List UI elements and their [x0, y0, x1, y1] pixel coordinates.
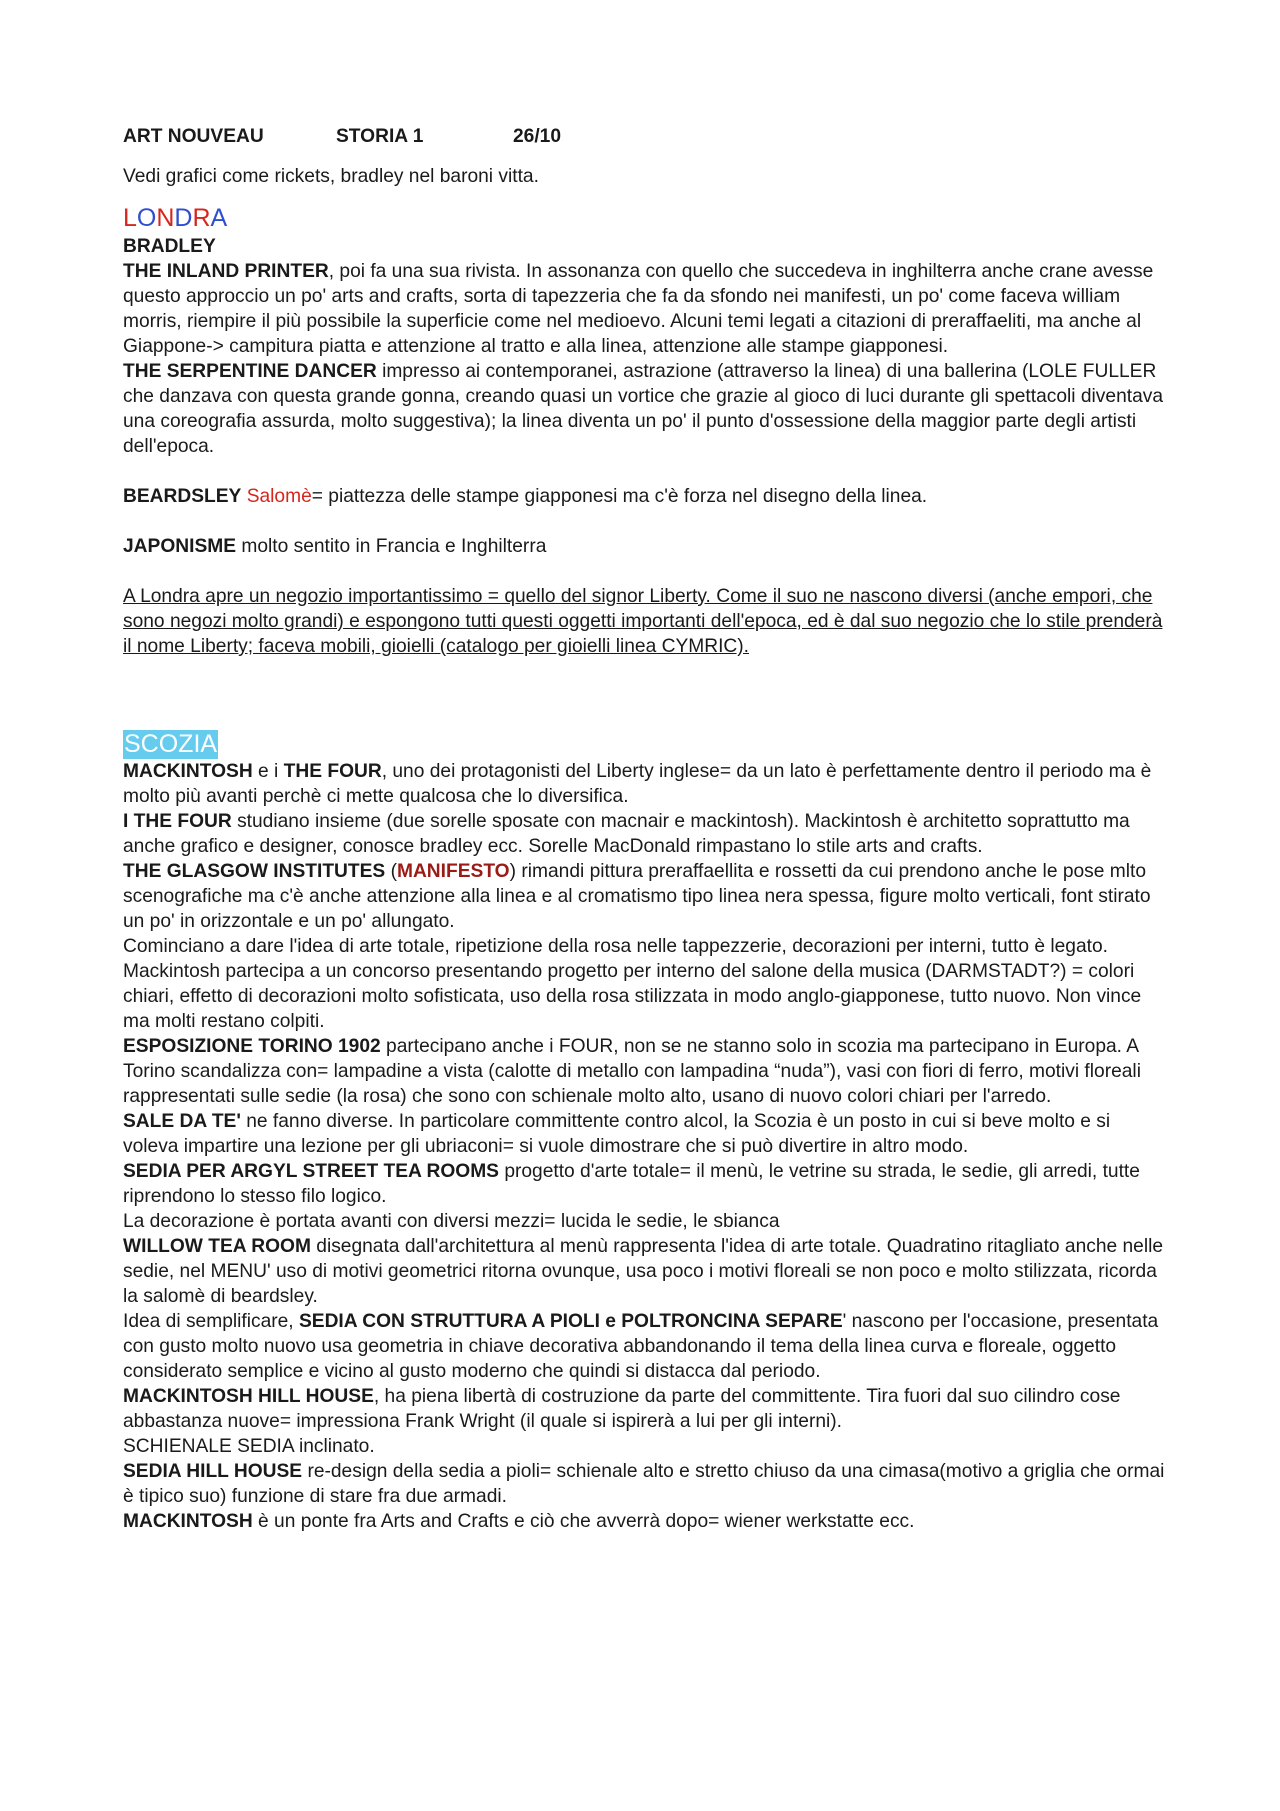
paragraph-decorazione: La decorazione è portata avanti con diversi mezzi= lucida le sedie, le sbianca [123, 1211, 780, 1232]
paragraph-mackintosh-ponte: MACKINTOSH è un ponte fra Arts and Crafts e ciò che avverrà dopo= wiener werkstatte ecc. [123, 1511, 915, 1532]
paragraph-torino-1902: ESPOSIZIONE TORINO 1902 partecipano anche i FOUR, non se ne stanno solo in scozia ma partecipano in Europa. A Torino scandalizza con= lampadine a vista (calotte di metallo con lampadina “nuda”), vasi con fiori di ferro, motivi floreali rappresentati sulle sedie (la rosa) che sono con schienale molto alto, usano di nuovo colori chiari per l'arredo. [123, 1036, 1141, 1107]
paragraph-hill-house: MACKINTOSH HILL HOUSE, ha piena libertà di costruzione da parte del committente. Tira fuori dal suo cilindro cose abbastanza nuove= impressiona Frank Wright (il quale si ispirerà a lui per gli interni). [123, 1386, 1121, 1432]
paragraph-beardsley: BEARDSLEY Salomè= piattezza delle stampe giapponesi ma c'è forza nel disegno della linea. [123, 486, 928, 507]
paragraph-argyl-street: SEDIA PER ARGYL STREET TEA ROOMS progetto d'arte totale= il menù, le vetrine su strada, le sedie, gli arredi, tutte riprendono lo stesso filo logico. [123, 1161, 1140, 1207]
paragraph-arte-totale: Cominciano a dare l'idea di arte totale, ripetizione della rosa nelle tappezzerie, decorazioni per interni, tutto è legato. [123, 936, 1108, 957]
paragraph-willow-tea-room: WILLOW TEA ROOM disegnata dall'architettura al menù rappresenta l'idea di arte totale. Quadratino ritagliato anche nelle sedie, nel MENU' uso di motivi geometrici ritorna ovunque, usa poco i motivi floreali se non poco e molto stilizzata, ricorda la salomè di beardsley. [123, 1236, 1164, 1307]
paragraph-schienale: SCHIENALE SEDIA inclinato. [123, 1436, 375, 1457]
paragraph-serpentine-dancer: THE SERPENTINE DANCER impresso ai contemporanei, astrazione (attraverso la linea) di una ballerina (LOLE FULLER che danzava con questa grande gonna, creando quasi un vortice che grazie al gioco di luci durante gli spettacoli diventava una coreografia assurda, molto suggestiva); la linea diventa un po' il punto d'ossessione della maggior parte degli artisti dell'epoca. [123, 361, 1164, 457]
document-header [123, 124, 1170, 149]
paragraph-mackintosh-four: MACKINTOSH e i THE FOUR, uno dei protagonisti del Liberty inglese= da un lato è perfettamente dentro il periodo ma è molto più avanti perchè ci mette qualcosa che lo diversifica. [123, 761, 1152, 807]
londra-letter: O [136, 204, 157, 232]
paragraph-glasgow-institutes: THE GLASGOW INSTITUTES (MANIFESTO) rimandi pittura preraffaellita e rossetti da cui prendono anche le pose mlto scenografiche ma c'è anche attenzione alla linea e al cromatismo tipo linea nera spessa, figure molto verticali, font stirato un po' in orizzontale e un po' allungato. [123, 861, 1151, 932]
paragraph-japonisme: JAPONISME molto sentito in Francia e Inghilterra [123, 536, 547, 557]
document-subject: STORIA 1 [336, 126, 424, 147]
londra-letter: D [174, 204, 193, 232]
paragraph-inland-printer: THE INLAND PRINTER, poi fa una sua rivista. In assonanza con quello che succedeva in inghilterra anche crane avesse questo approccio un po' arts and crafts, sorta di tapezzeria che fa da sfondo nei manifesti, un po' come faceva william morris, riempire il più possibile la superficie come nel medioevo. Alcuni temi legati a citazioni di preraffaeliti, ma anche al Giappone-> campitura piatta e attenzione al tratto e alla linea, attenzione alle stampe giapponesi. [123, 261, 1154, 357]
bradley-title: BRADLEY [123, 236, 216, 257]
paragraph-concorso: Mackintosh partecipa a un concorso presentando progetto per interno del salone della musica (DARMSTADT?) = colori chiari, effetto di decorazioni molto sofisticata, uso della rosa stilizzata in modo anglo-giapponese, tutto nuovo. Non vince ma molti restano colpiti. [123, 961, 1142, 1032]
paragraph-sale-da-te: SALE DA TE' ne fanno diverse. In particolare committente contro alcol, la Scozia è un posto in cui si beve molto e si voleva impartire una lezione per gli ubriaconi= si vuole dimostrare che si può divertire in altro modo. [123, 1111, 1111, 1157]
document-date: 26/10 [513, 126, 562, 147]
paragraph-the-four: I THE FOUR studiano insieme (due sorelle sposate con macnair e mackintosh). Mackintosh è architetto soprattutto ma anche grafico e designer, conosce bradley ecc. Sorelle MacDonald rimpastano lo stile arts and crafts. [123, 811, 1130, 857]
londra-letter: R [192, 204, 211, 232]
scozia-heading: SCOZIA [124, 730, 218, 758]
londra-letter: L [123, 204, 137, 232]
londra-letter: N [156, 204, 175, 232]
intro-line: Vedi grafici come rickets, bradley nel baroni vitta. [123, 166, 539, 187]
londra-heading [123, 203, 1170, 234]
londra-letter: A [210, 204, 228, 232]
paragraph-sedia-hill-house: SEDIA HILL HOUSE re-design della sedia a pioli= schienale alto e stretto chiuso da una cimasa(motivo a griglia che ormai è tipico suo) funzione di stare fra due armadi. [123, 1461, 1165, 1507]
paragraph-semplificare: Idea di semplificare, SEDIA CON STRUTTURA A PIOLI e POLTRONCINA SEPARE' nascono per l'occasione, presentata con gusto molto nuovo usa geometria in chiave decorativa abbandonando il tema della linea curva e floreale, oggetto considerato semplice e vicino al gusto moderno che quindi si distacca dal periodo. [123, 1311, 1159, 1382]
document-title: ART NOUVEAU [123, 126, 264, 147]
paragraph-liberty-shop: A Londra apre un negozio importantissimo = quello del signor Liberty. Come il suo ne nascono diversi (anche empori, che sono negozi molto grandi) e espongono tutti questi oggetti importanti dell'epoca, ed è dal suo negozio che lo stile prenderà il nome Liberty; faceva mobili, gioielli (catalogo per gioielli linea CYMRIC). [123, 586, 1163, 657]
